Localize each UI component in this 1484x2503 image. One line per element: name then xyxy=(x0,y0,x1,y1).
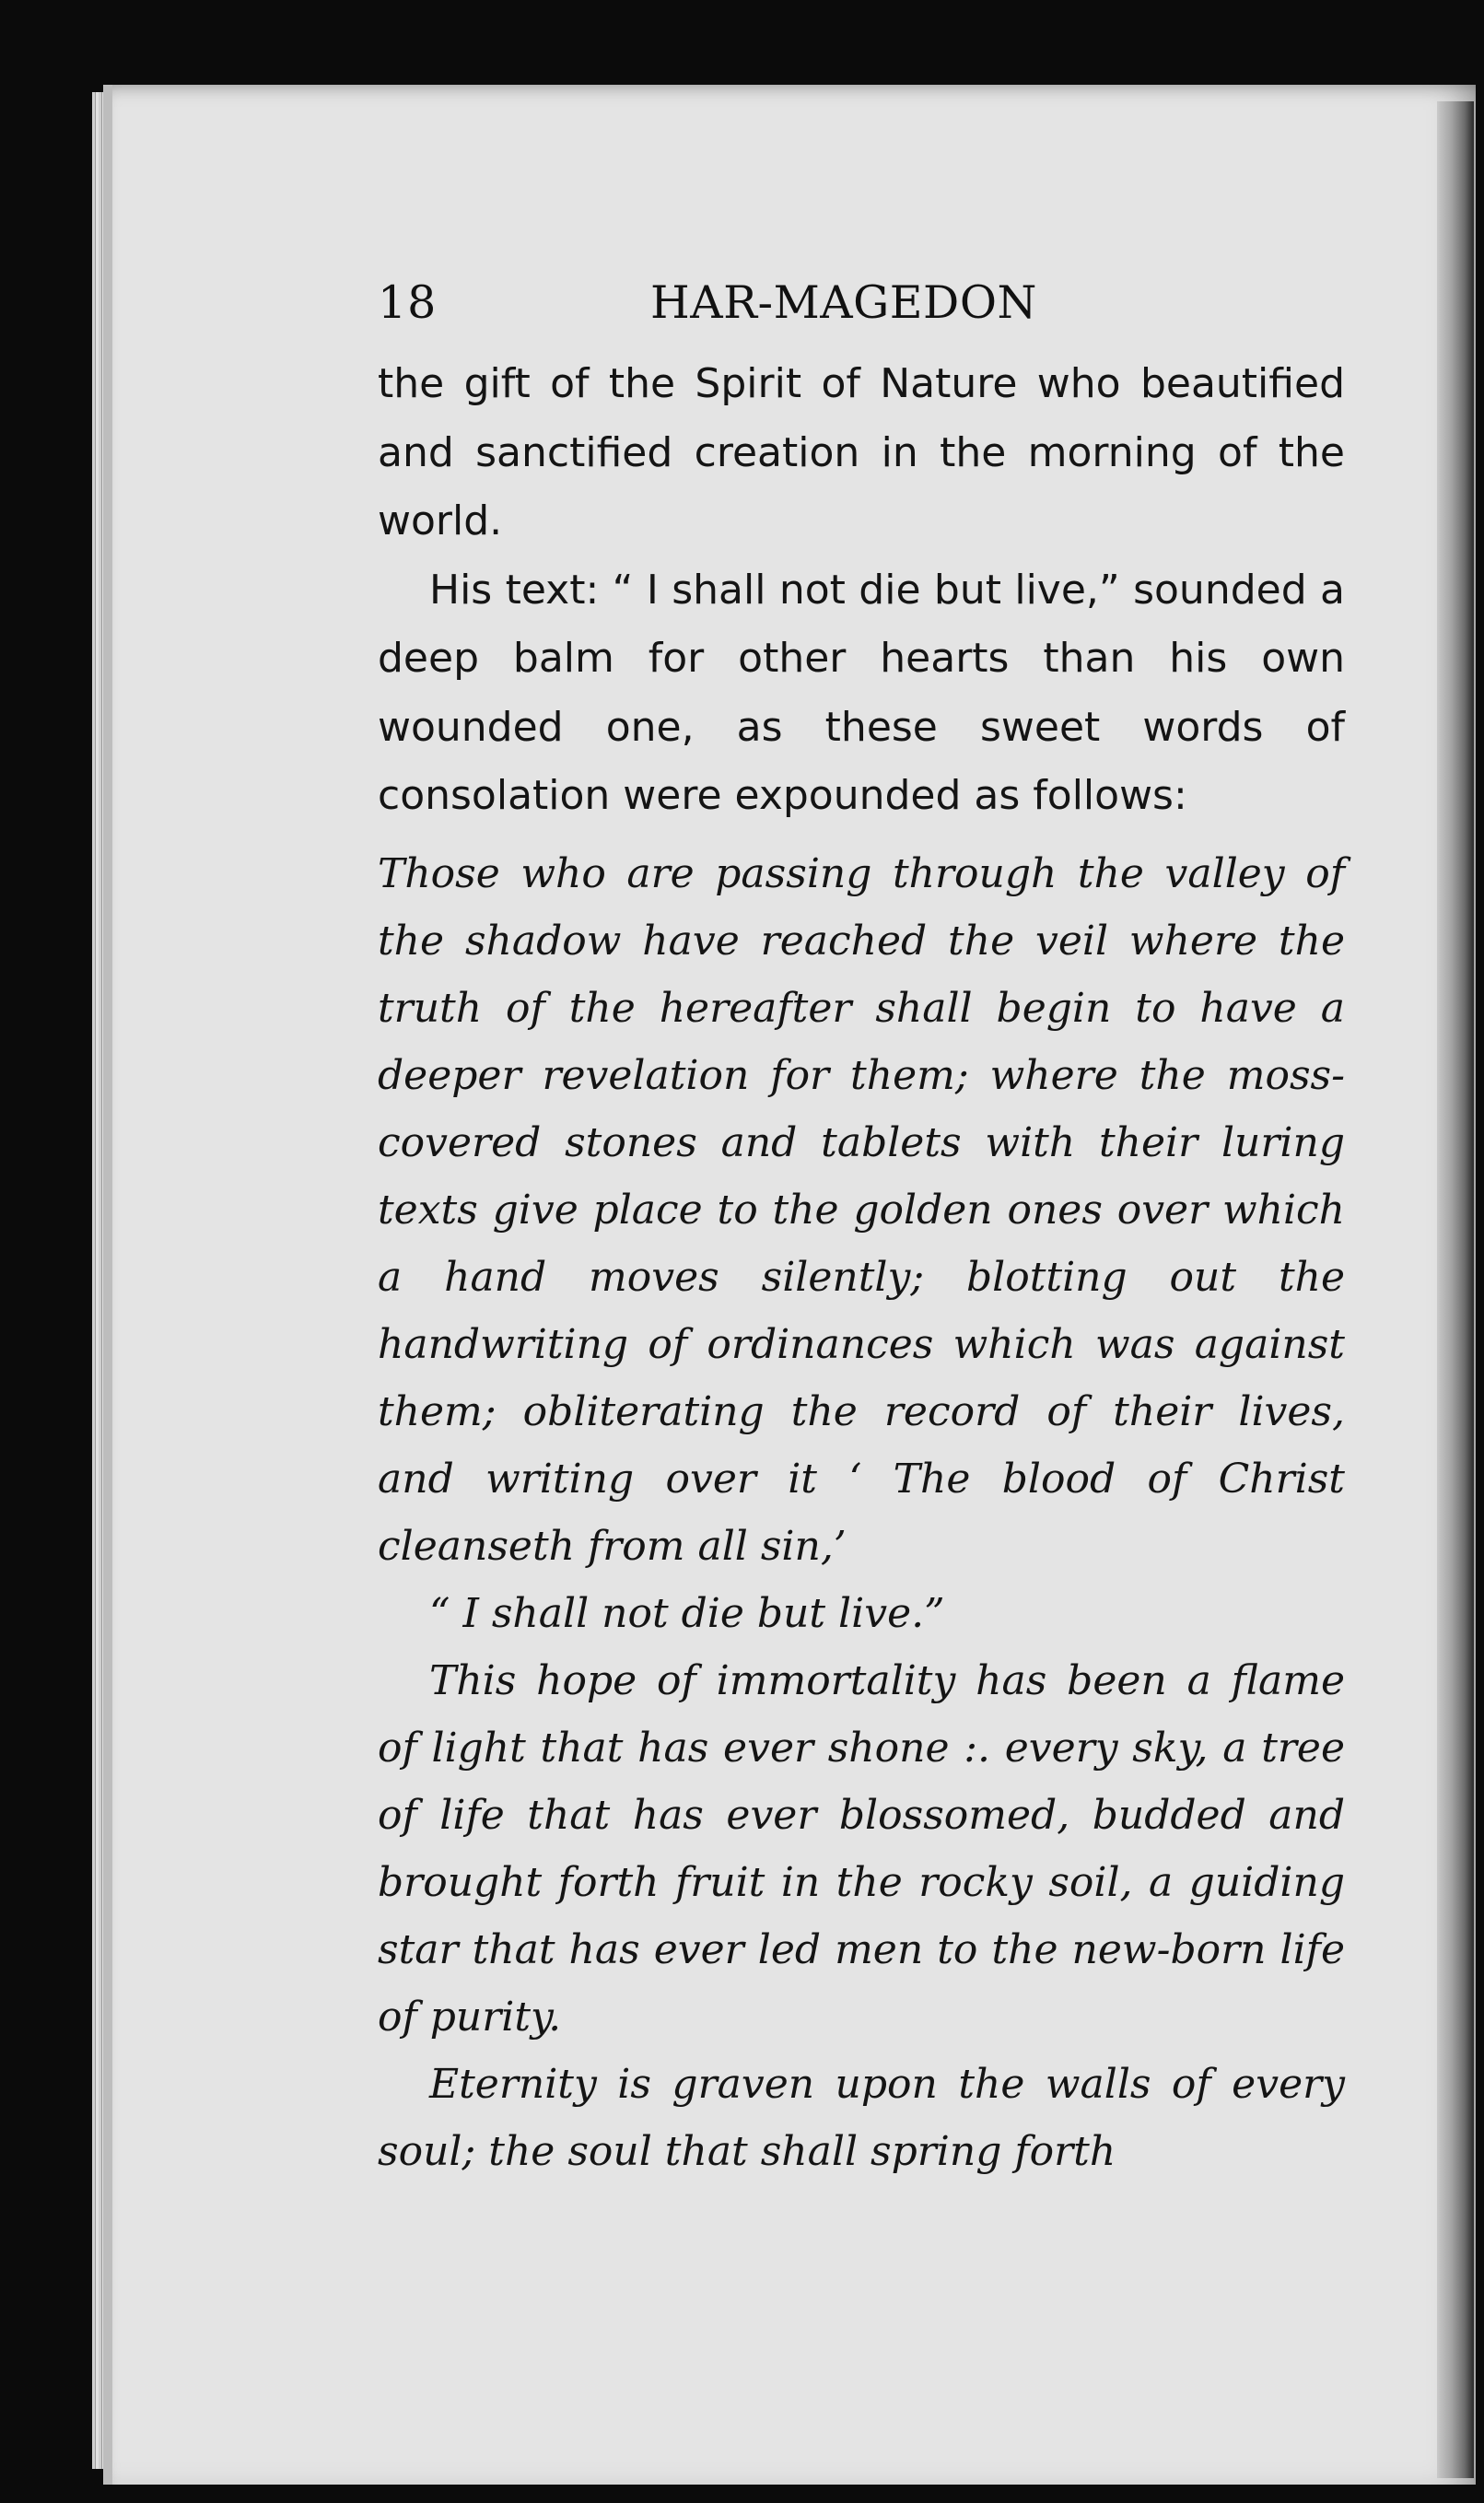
paragraph-continued: the gift of the Spirit of Nature who beautified and sanctified creation in the morning of the world. xyxy=(378,360,1345,544)
running-title: HAR-MAGEDON xyxy=(650,276,1037,329)
paragraph-quote: “ I shall not die but live.” xyxy=(429,1589,945,1637)
running-head xyxy=(378,267,1345,350)
paragraph-sermon-veil: Those who are passing through the valley of the shadow have reached the veil where the truth of the hereafter shall begin to have a deeper revelation for them; where the moss-covered stones and tablets with their luring texts give place to the golden ones over which a hand moves silently; blotting out the handwriting of ordinances which was against them; obliterating the record of their lives, and writing over it ‘ The blood of Christ cleanseth from all sin,’ xyxy=(378,849,1345,1570)
paragraph-text-intro: His text: “ I shall not die but live,” sounded a deep balm for other hearts than his own wounded one, as these sweet words of consolation were expounded as follows: xyxy=(378,566,1345,819)
page-number: 18 xyxy=(378,276,438,329)
paragraph-immortality: This hope of immortality has been a flame of light that has ever shone :. every sky, a tree of life that has ever blossomed, budded and brought forth fruit in the rocky soil, a guiding star that has ever led men to the new-born life of purity. xyxy=(378,1656,1345,2041)
page-edges-right xyxy=(1437,101,1474,2478)
paragraph-eternity: Eternity is graven upon the walls of every soul; the soul that shall spring forth xyxy=(378,2060,1345,2175)
page-text-block xyxy=(378,267,1345,2185)
